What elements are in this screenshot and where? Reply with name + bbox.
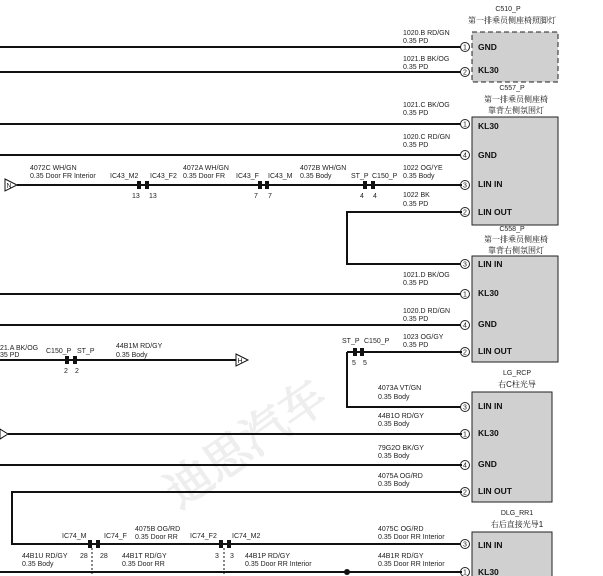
inline-terminal	[137, 181, 141, 189]
wire-spec: 0.35 PD	[403, 64, 429, 71]
wire-spec: 0.35 Door RR Interior	[378, 561, 445, 568]
wire-spec: 0.35 Body	[116, 352, 148, 359]
lgrcp-pin-linin: LIN IN	[478, 401, 503, 411]
wire-1022	[347, 212, 462, 264]
wire-spec: 0.35 Door FR Interior	[30, 173, 96, 180]
wire-label: 79G2O BK/GY	[378, 445, 424, 452]
wire-label: 1022 OG/YE	[403, 165, 443, 172]
wire-label: 1021.C BK/OG	[403, 102, 450, 109]
wire-label: 44B1P RD/GY	[245, 553, 291, 560]
c557-title-1: 第一排乘员侧座椅	[484, 95, 548, 104]
inline-terminal	[353, 348, 357, 356]
inline-terminal	[265, 181, 269, 189]
dlgrr1-pin3-num: 3	[463, 541, 467, 549]
wire-label: 4073A VT/GN	[378, 385, 422, 392]
wire-label: 4072A WH/GN	[183, 165, 229, 172]
wire-label: 1022 BK	[403, 192, 430, 199]
wire-spec: 0.35 Door RR Interior	[245, 561, 312, 568]
c557-pin-linout: LIN OUT	[478, 207, 512, 217]
c558-pin1-num: 1	[463, 291, 467, 299]
c557-pin-gnd: GND	[478, 150, 497, 160]
inline-label: IC74_F2	[190, 533, 217, 540]
lgrcp-pin-kl30: KL30	[478, 428, 499, 438]
wire-spec: 0.35 PD	[403, 38, 429, 45]
wire-label: 1020.D RD/GN	[403, 308, 451, 315]
dlgrr1-pin-kl30: KL30	[478, 567, 499, 576]
wire-spec: 0.35 Body	[403, 173, 435, 180]
c557-pin-linin: LIN IN	[478, 179, 503, 189]
c558-title-2: 靠背右侧氛围灯	[488, 246, 544, 255]
offpage-arrow	[0, 429, 8, 439]
wire-label: 1021.D BK/OG	[403, 272, 450, 279]
wire-label: 4075B OG/RD	[135, 526, 181, 533]
inline-pin: 4	[360, 193, 364, 200]
inline-label: C150_P	[46, 348, 72, 355]
dlgrr1-pin1-num: 1	[463, 569, 467, 576]
lgrcp-name: LG_RCP	[502, 370, 532, 377]
lgrcp-pin3-num: 3	[463, 404, 467, 412]
inline-pin: 5	[363, 360, 367, 367]
inline-terminal	[145, 181, 149, 189]
lgrcp-pin-gnd: GND	[478, 459, 497, 469]
inline-label: IC74_F	[104, 533, 127, 540]
inline-pin: 7	[254, 193, 258, 200]
inline-pin: 28	[100, 553, 108, 560]
offpage-n-label: N	[6, 183, 12, 190]
wire-spec: 35 PD	[0, 352, 20, 359]
wire-label: 4072B WH/GN	[300, 165, 347, 172]
c558-name: C558_P	[499, 226, 525, 233]
wire-spec: 0.35 PD	[403, 201, 429, 208]
inline-label: C150_P	[364, 338, 390, 345]
inline-terminal	[363, 181, 367, 189]
inline-terminal	[65, 356, 69, 364]
inline-pin: 3	[215, 553, 219, 560]
wire-label: 4072C WH/GN	[30, 165, 77, 172]
splice-dot	[344, 569, 350, 575]
wire-spec: 0.35 PD	[403, 142, 429, 149]
inline-terminal	[96, 540, 100, 548]
wire-spec: 0.35 Body	[378, 421, 410, 428]
dlgrr1-title: 右后直接光导1	[490, 520, 544, 529]
inline-pin: 28	[80, 553, 88, 560]
c558-pin4-num: 4	[463, 322, 467, 330]
c510-pin-gnd: GND	[478, 42, 497, 52]
wire-label: 44B1T RD/GY	[122, 553, 167, 560]
wire-spec: 0.35 Door RR	[122, 561, 165, 568]
wire-spec: 0.35 Body	[378, 481, 410, 488]
inline-terminal	[227, 540, 231, 548]
c558-pin-kl30: KL30	[478, 288, 499, 298]
c557-name: C557_P	[499, 85, 525, 92]
wire-label: 44B1R RD/GY	[378, 553, 424, 560]
inline-terminal	[360, 348, 364, 356]
wire-spec: 0.35 Door RR Interior	[378, 534, 445, 541]
wire-label: 44B1O RD/GY	[378, 413, 424, 420]
wire-label: 44B1M RD/GY	[116, 343, 163, 350]
inline-label: IC43_M	[268, 173, 293, 180]
wire-spec: 0.35 PD	[403, 316, 429, 323]
inline-terminal	[73, 356, 77, 364]
lgrcp-pin1-num: 1	[463, 431, 467, 439]
wire-label: 44B1U RD/GY	[22, 553, 68, 560]
c510-name: C510_P	[495, 6, 521, 13]
wire-label: 4075C OG/RD	[378, 526, 424, 533]
inline-terminal	[88, 540, 92, 548]
c557-pin1-num: 1	[463, 121, 467, 129]
wire-label: 1020.B RD/GN	[403, 30, 450, 37]
c558-pin3-num: 3	[463, 261, 467, 269]
wire-spec: 0.35 Body	[22, 561, 54, 568]
c510-pin2-num: 2	[463, 69, 467, 77]
lgrcp-pin2-num: 2	[463, 489, 467, 497]
inline-label: ST_P	[351, 173, 369, 180]
lgrcp-pin-linout: LIN OUT	[478, 486, 512, 496]
wire-spec: 0.35 PD	[403, 280, 429, 287]
inline-terminal	[371, 181, 375, 189]
inline-pin: 4	[373, 193, 377, 200]
inline-label: ST_P	[342, 338, 360, 345]
wire-spec: 0.35 Door FR	[183, 173, 226, 180]
c510-title: 第一排乘员侧座椅照脚灯	[468, 16, 556, 25]
wire-spec: 0.35 Door RR	[135, 534, 178, 541]
inline-pin: 13	[149, 193, 157, 200]
inline-terminal	[219, 540, 223, 548]
inline-label: IC43_M2	[110, 173, 139, 180]
c558-pin-linin: LIN IN	[478, 259, 503, 269]
c558-title-1: 第一排乘员侧座椅	[484, 235, 548, 244]
watermark: 迪思汽车	[155, 369, 337, 518]
wire-label: 1023 OG/GY	[403, 334, 444, 341]
wire-label: 1020.C RD/GN	[403, 134, 451, 141]
offpage-h-label: H	[237, 358, 243, 365]
inline-label: C150_P	[372, 173, 398, 180]
inline-pin: 2	[64, 368, 68, 375]
dlgrr1-pin-linin: LIN IN	[478, 540, 503, 550]
inline-label: IC74_M	[62, 533, 87, 540]
c558-pin2-num: 2	[463, 349, 467, 357]
wire-spec: 0.35 PD	[403, 110, 429, 117]
c557-pin3-num: 3	[463, 182, 467, 190]
wire-spec: 0.35 Body	[300, 173, 332, 180]
c557-pin2-num: 2	[463, 209, 467, 217]
inline-pin: 3	[230, 553, 234, 560]
c510-pin-kl30: KL30	[478, 65, 499, 75]
wire-spec: 0.35 Body	[378, 453, 410, 460]
c510-pin1-num: 1	[463, 44, 467, 52]
c557-pin4-num: 4	[463, 152, 467, 160]
inline-terminal	[258, 181, 262, 189]
c557-title-2: 靠背左侧氛围灯	[488, 106, 544, 115]
inline-pin: 7	[268, 193, 272, 200]
dlgrr1-name: DLG_RR1	[500, 510, 534, 517]
inline-pin: 2	[75, 368, 79, 375]
wire-label: 21.A BK/OG	[0, 345, 39, 352]
inline-label: ST_P	[77, 348, 95, 355]
inline-label: IC43_F	[236, 173, 259, 180]
inline-pin: 13	[132, 193, 140, 200]
c557-pin-kl30: KL30	[478, 121, 499, 131]
wire-spec: 0.35 PD	[403, 342, 429, 349]
wire-spec: 0.35 Body	[378, 394, 410, 401]
c558-pin-linout: LIN OUT	[478, 346, 512, 356]
wire-label: 1021.B BK/OG	[403, 56, 450, 63]
wire-label: 4075A OG/RD	[378, 473, 423, 480]
lgrcp-pin4-num: 4	[463, 462, 467, 470]
inline-label: IC74_M2	[232, 533, 261, 540]
inline-label: IC43_F2	[150, 173, 177, 180]
inline-pin: 5	[352, 360, 356, 367]
c558-pin-gnd: GND	[478, 319, 497, 329]
lgrcp-title: 右C柱光导	[498, 380, 536, 389]
